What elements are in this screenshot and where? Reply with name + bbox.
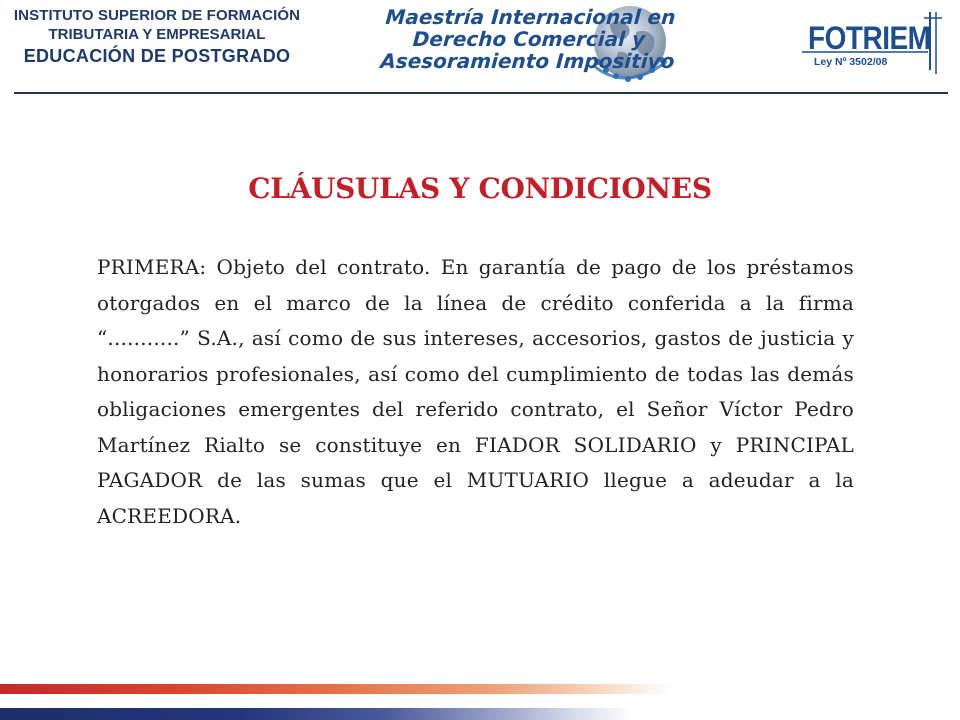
institute-line-3: EDUCACIÓN DE POSTGRADO	[23, 46, 291, 66]
program-title	[362, 6, 697, 72]
institute-logo-text	[12, 6, 302, 68]
page-title: CLÁUSULAS Y CONDICIONES	[248, 172, 712, 205]
footer-blue-stripe	[0, 708, 960, 720]
program-line-2: Derecho Comercial y	[412, 27, 646, 51]
header-divider	[14, 92, 948, 94]
institute-line-2: TRIBUTARIA Y EMPRESARIAL	[48, 26, 266, 43]
fotriem-logo	[800, 12, 942, 74]
institute-line-1: INSTITUTO SUPERIOR DE FORMACIÓN	[13, 7, 301, 24]
program-logo	[358, 2, 698, 88]
program-line-1: Maestría Internacional en	[384, 5, 677, 29]
fotriem-name: FOTRIEM	[808, 20, 931, 56]
fotriem-law: Ley Nº 3502/08	[814, 56, 888, 68]
program-line-3: Asesoramiento Impositivo	[379, 49, 676, 73]
page-header	[0, 0, 960, 96]
clause-paragraph: PRIMERA: Objeto del contrato. En garantía de pago de los préstamos otorgados en el marco de la línea de crédito conferida a la firma “...........” S.A., así como de sus intereses, accesorios, gastos de justicia y honorarios profesionales, así como del cumplimiento de todas las demás obligaciones emergentes del referido contrato, el Señor Víctor Pedro Martínez Rialto se constituye en FIADOR SOLIDARIO y PRINCIPAL PAGADOR de las sumas que el MUTUARIO llegue a adeudar a la ACREEDORA.	[97, 255, 854, 528]
footer-red-stripe	[0, 684, 960, 694]
